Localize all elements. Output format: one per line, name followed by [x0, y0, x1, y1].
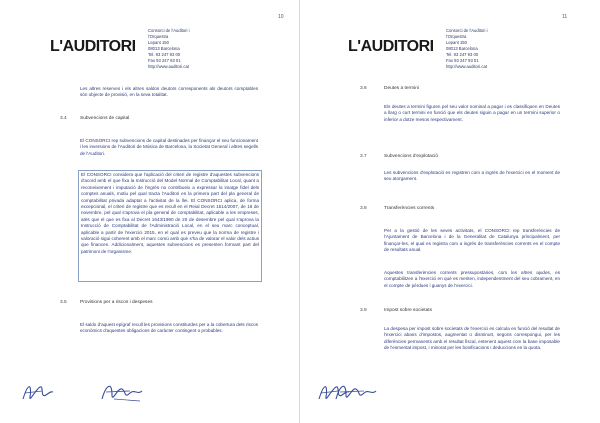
- signature-icon: [334, 379, 378, 405]
- section-title: Transferències corrents: [384, 206, 435, 211]
- address-line: Consorci de l'Auditori i: [446, 28, 488, 33]
- section-paragraph: El CONSORCI considera que l'aplicació del criteri de registre d'aquestes subvencions d'acord amb el que fixa la Instrucció del Model Normal de Comptabilitat Local, quant a reconeixement i imputació de l'ingrés no contribueix a expressar la imatge fidel dels comptes anuals, motiu pel qual tracta l'Auditori en la primera part del pla general de comptabilitat privada adaptat a l'activitat de la llei. El CONSORCI aplica, de forma excepcional, el criteri de registre que es recull en el Reial Decret 1514/2007, de 16 de novembre, pel qual s'aprova el pla general de comptabilitat, aplicable a les empreses, atès que el que es fixa al Decret 1643/1990 de 20 de desembre pel qual s'aprova la Instrucció de Comptabilitat de l'Administració Local, en el seu marc conceptual, aplicable a partir de l'exercici 2015, en el qual es preveu que la norma de registre i valoració sigui coherent amb el marc comú amb què s'ha de valorar el valor dels actius que financen. Addicionalment, aquestes subvencions es presenten formant part del patrimoni de l'organisme.: [78, 170, 262, 282]
- address-line: 08013 Barcelona: [148, 46, 180, 51]
- signature-icon: [100, 379, 144, 405]
- section-title: Subvencions de capital: [80, 116, 130, 121]
- address-line: Tel. 93 247 93 00: [148, 52, 181, 57]
- page-number: 11: [562, 14, 568, 20]
- address-line: Lepant 150: [148, 40, 169, 45]
- section-paragraph: Per a la gestió de les seves activitats, el CONSORCI rep transferències de l'Ajuntament de Barcelona i de la Generalitat de Catalunya principalment, per finançar-les, el qual es registra com a ingrés de transferències corrents en el compte de resultats anual.: [384, 228, 560, 253]
- section-title: Provisions per a riscos i despeses: [80, 300, 153, 305]
- address-block: [148, 28, 190, 70]
- section-number: 3.4: [60, 116, 67, 121]
- page-number: 10: [278, 14, 284, 20]
- address-line: Fax 93 247 93 01: [446, 58, 479, 63]
- section-number: 3.5: [60, 300, 67, 305]
- section-paragraph: Les subvencions d'explotació es registren com a ingrés de l'exercici en el moment de seu atorgament.: [384, 170, 560, 182]
- section-number: 3.9: [360, 308, 367, 313]
- section-paragraph: El saldo d'aquest epígraf recull les provisions constituïdes per a la cobertura dels riscos econòmics d'aquestes obligacions de caràcter contingent o probables.: [80, 322, 258, 334]
- address-line: l'Orquestra: [148, 34, 169, 39]
- address-line: Lepant 150: [446, 40, 467, 45]
- address-line: http://www.auditori.cat: [446, 64, 487, 69]
- address-block: [446, 28, 488, 70]
- section-paragraph: Aquestes transferències corrents pressupostàries, com les altres ajudes, es comptabilitzen a l'exercici en què es meriten, independentment del seu cobrament, en el compte de pèrdues i guanys de l'exercici.: [384, 270, 560, 288]
- signature-icon: [20, 379, 54, 405]
- section-number: 3.6: [360, 86, 367, 91]
- auditori-logo: L'AUDITORI: [50, 38, 136, 55]
- section-paragraph: La despesa per impost sobre societats de l'exercici es calcula en funció del resultat de l'exercici abans d'impostos, augmentat o disminuït, segons correspongui, per les diferències permanents amb el resultat fiscal, entenent aquest com la base imposable de l'esmentat impost, i minorat per les bonificacions i deduccions en la quota.: [384, 326, 560, 351]
- section-number: 3.7: [360, 154, 367, 159]
- address-line: 08013 Barcelona: [446, 46, 478, 51]
- auditori-logo: L'AUDITORI: [348, 38, 434, 55]
- address-line: Fax 93 247 93 01: [148, 58, 181, 63]
- section-paragraph: Els deutes a termini figuren pel seu valor nominal a pagar i es classifiquen en Deutes a llarg o curt termini en funció que els deutes siguin a pagar en un termini superior o inferior a dotze mesos respectivament.: [384, 104, 560, 122]
- section-title: Subvencions d'explotació: [384, 154, 438, 159]
- address-line: Consorci de l'Auditori i: [148, 28, 190, 33]
- section-number: 3.8: [360, 206, 367, 211]
- intro-paragraph: Les altres reserves i els altres saldos deutors corresponents als deutors comptables són objecte de provisió, en la seva totalitat.: [80, 86, 258, 98]
- section-paragraph: El CONSORCI rep subvencions de capital destinades per finançar el seu funcionament i les inversions de l'Auditori de Música de Barcelona, la Societat General i altres segells de l'Auditori.: [80, 138, 258, 156]
- section-title: Impost sobre societats: [384, 308, 432, 313]
- section-title: Deutes a termini: [384, 86, 419, 91]
- address-line: l'Orquestra: [446, 34, 467, 39]
- right-page: [300, 0, 600, 423]
- address-line: http://www.auditori.cat: [148, 64, 189, 69]
- address-line: Tel. 93 247 93 00: [446, 52, 479, 57]
